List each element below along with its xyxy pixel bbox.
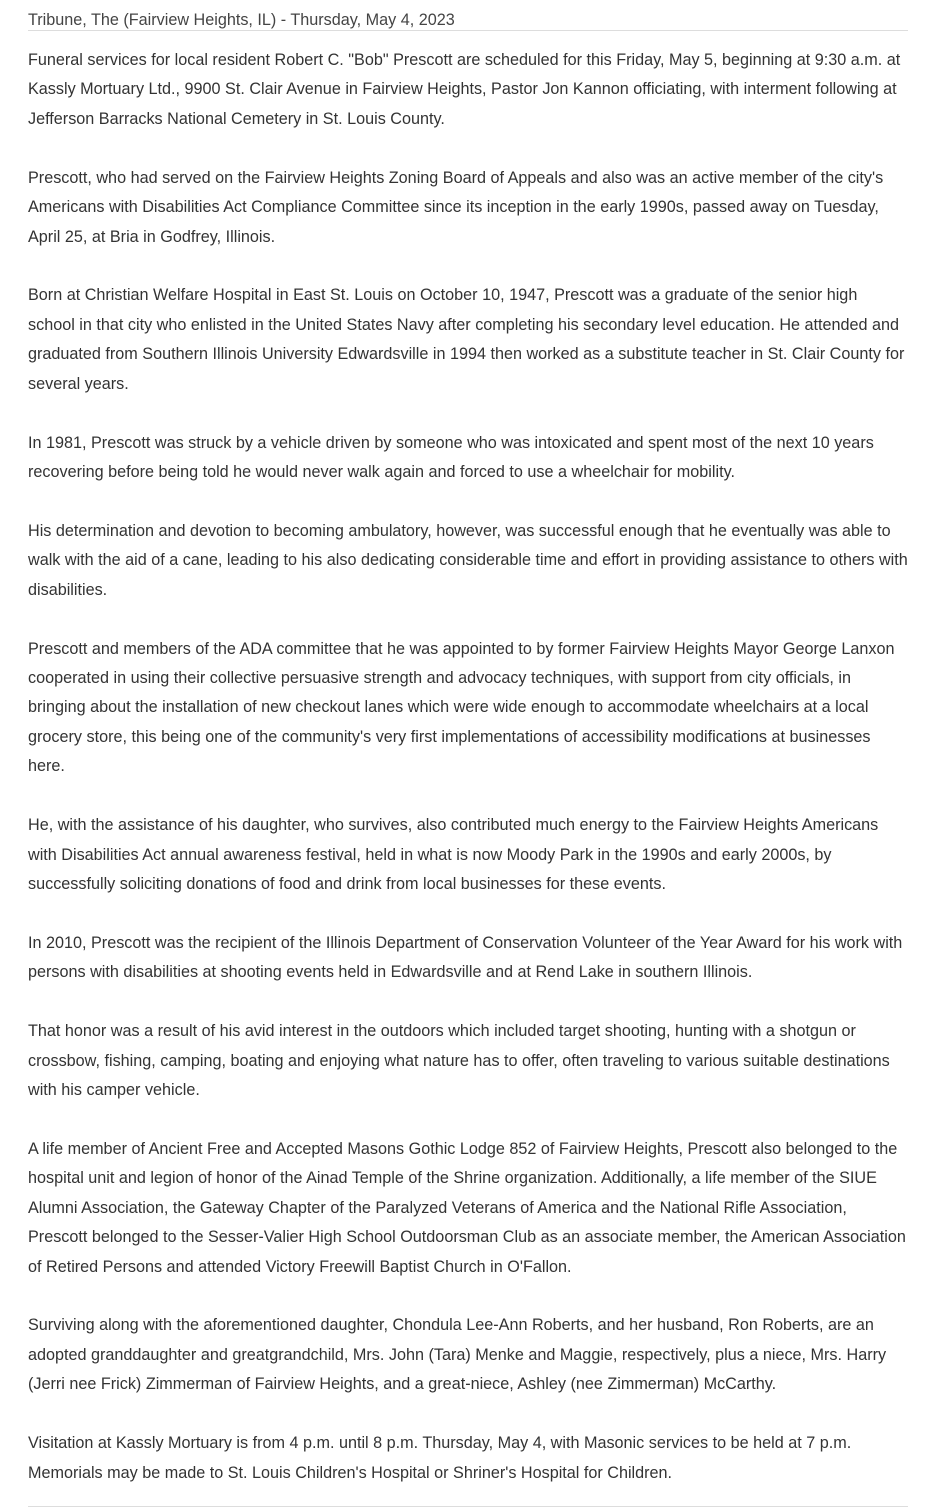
article-paragraph-6: Prescott and members of the ADA committee that he was appointed to by former Fairview Heights Mayor George Lanxon cooperated in using their collective persuasive strength and advocacy techniques, with support from city officials, in bringing about the installation of new checkout lanes which were wide enough to accommodate wheelchairs at a local grocery store, this being one of the community's very first implementations of accessibility modifications at businesses here. [28,639,895,776]
article-paragraph-10: A life member of Ancient Free and Accepted Masons Gothic Lodge 852 of Fairview Heights, Prescott also belonged to the hospital unit and legion of honor of the Ainad Temple of the Shrine organization. Additionally, a life member of the SIUE Alumni Association, the Gateway Chapter of the Paralyzed Veterans of America and the National Rifle Association, Prescott belonged to the Sesser-Valier High School Outdoorsman Club as an associate member, the American Association of Retired Persons and attended Victory Freewill Baptist Church in O'Fallon. [28,1139,906,1276]
article-paragraph-1: Funeral services for local resident Robert C. "Bob" Prescott are scheduled for this Friday, May 5, beginning at 9:30 a.m. at Kassly Mortuary Ltd., 9900 St. Clair Avenue in Fairview Heights, Pastor Jon Kannon officiating, with interment following at Jefferson Barracks National Cemetery in St. Louis County. [28,51,901,128]
article-paragraph-9: That honor was a result of his avid interest in the outdoors which included target shooting, hunting with a shotgun or crossbow, fishing, camping, boating and enjoying what nature has to offer, often traveling to various suitable destinations with his camper vehicle. [28,1022,890,1099]
article-paragraph-5: His determination and devotion to becoming ambulatory, however, was successful enough that he eventually was able to walk with the aid of a cane, leading to his also dedicating considerable time and effort in providing assistance to others with disabilities. [28,521,908,599]
article-paragraph-8: In 2010, Prescott was the recipient of the Illinois Department of Conservation Volunteer of the Year Award for his work with persons with disabilities at shooting events held in Edwardsville and at Rend Lake in southern Illinois. [28,933,903,982]
article-paragraph-2: Prescott, who had served on the Fairview Heights Zoning Board of Appeals and also was an active member of the city's Americans with Disabilities Act Compliance Committee since its inception in the early 1990s, passed away on Tuesday, April 25, at Bria in Godfrey, Illinois. [28,168,884,246]
bottom-divider [28,1506,908,1507]
source-line: Tribune, The (Fairview Heights, IL) - Thursday, May 4, 2023 [28,0,908,31]
article-paragraph-7: He, with the assistance of his daughter, who survives, also contributed much energy to the Fairview Heights Americans with Disabilities Act annual awareness festival, held in what is now Moody Park in the 1990s and early 2000s, by successfully soliciting donations of food and drink from local businesses for these events. [28,816,879,893]
article-body [28,31,908,1488]
obituary-article [28,0,908,1488]
article-paragraph-3: Born at Christian Welfare Hospital in East St. Louis on October 10, 1947, Prescott was a graduate of the senior high school in that city who enlisted in the United States Navy after completing his secondary level education. He attended and graduated from Southern Illinois University Edwardsville in 1994 then worked as a substitute teacher in St. Clair County for several years. [28,286,905,393]
article-paragraph-12: Visitation at Kassly Mortuary is from 4 p.m. until 8 p.m. Thursday, May 4, with Masonic services to be held at 7 p.m. Memorials may be made to St. Louis Children's Hospital or Shriner's Hospital for Children. [28,1434,852,1482]
article-paragraph-11: Surviving along with the aforementioned daughter, Chondula Lee-Ann Roberts, and her husband, Ron Roberts, are an adopted granddaughter and greatgrandchild, Mrs. John (Tara) Menke and Maggie, respectively, plus a niece, Mrs. Harry (Jerri nee Frick) Zimmerman of Fairview Heights, and a great-niece, Ashley (nee Zimmerman) McCarthy. [28,1316,887,1394]
article-paragraph-4: In 1981, Prescott was struck by a vehicle driven by someone who was intoxicated and spent most of the next 10 years recovering before being told he would never walk again and forced to use a wheelchair for mobility. [28,433,874,481]
